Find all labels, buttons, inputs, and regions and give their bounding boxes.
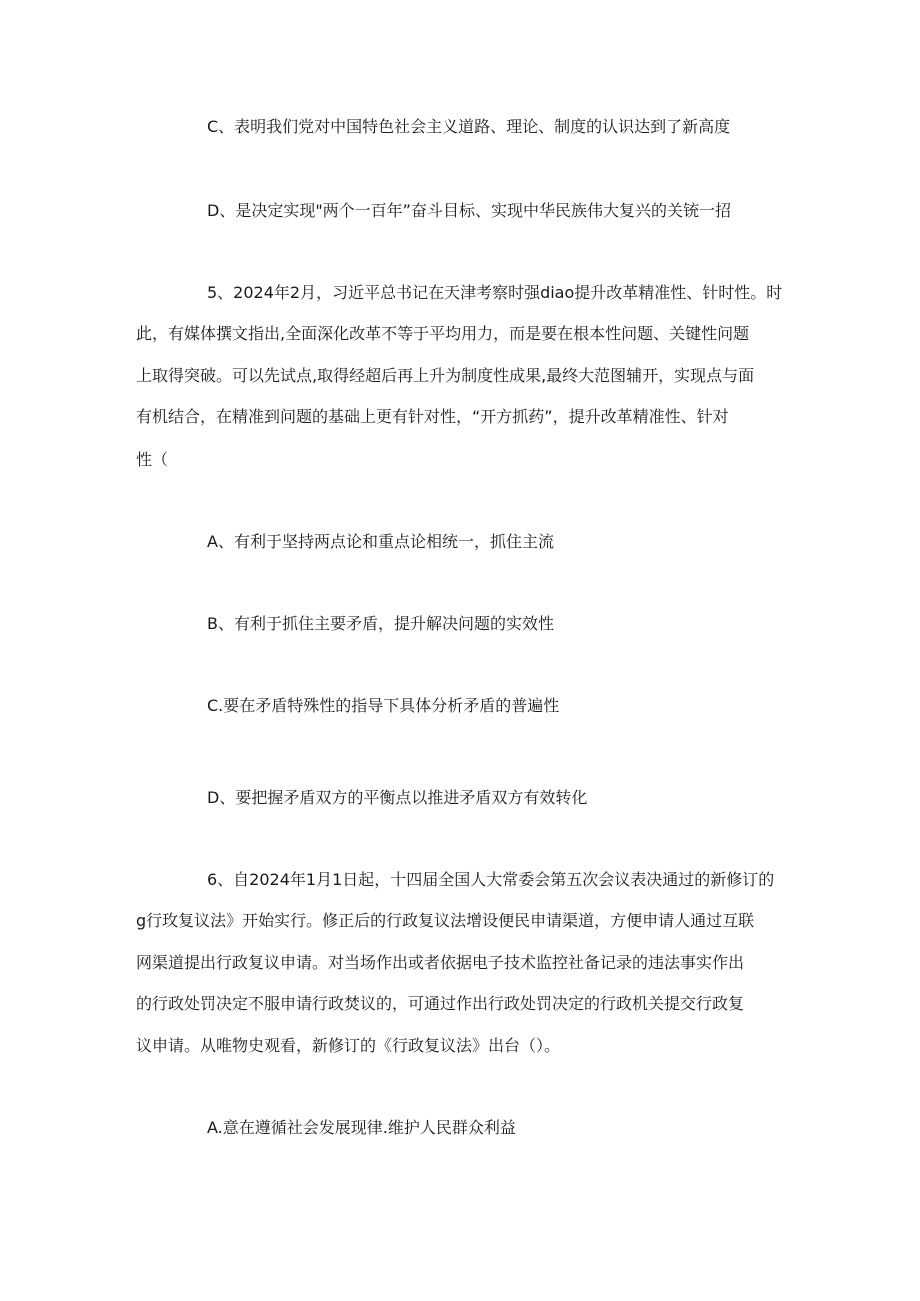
q5-option-b: B、有利于抓住主要矛盾，提升解决问题的实效性 — [207, 614, 554, 633]
q5-stem-line-3: 上取得突破。可以先试点,取得经超后再上升为制度性成果,最终大范图辅开，实现点与面 — [136, 366, 755, 385]
q6-option-a: A.意在遵循社会发展现律.维护人民群众利益 — [207, 1118, 516, 1137]
q6-stem-line-5: 议申请。从唯物史观看，新修订的《行政复议法》出台（）。 — [136, 1036, 561, 1055]
q5-option-c: C.要在矛盾特殊性的指导下具体分析矛盾的普遍性 — [207, 696, 560, 715]
q6-stem-line-2: g行玫复议法》开始实行。修正后的行政复议法增设便民申请渠道，方便申请人通过互联 — [136, 911, 755, 930]
q5-option-a: A、有利于坚持两点论和重点论相统一，抓住主流 — [207, 532, 554, 551]
q5-stem-line-2: 此，有媒体撰文指出,全面深化改革不等于平均用力，而是要在根本性问题、关键性问题 — [136, 324, 750, 343]
q6-stem-line-1: 6、自2024年1月1日起，十四届全国人大常委会第五次会议表决通过的新修订的 — [207, 870, 775, 889]
q4-option-d: D、是决定实现"两个一百年”奋斗目标、实现中华民族伟大复兴的关铳一招 — [207, 201, 731, 220]
q5-stem-line-4: 有机结合，在精准到问题的基础上更有针对性，“开方抓药”，提升改革精准性、针对 — [136, 407, 729, 426]
q5-option-d: D、要把握矛盾双方的平衡点以推进矛盾双方有效转化 — [207, 788, 588, 807]
q5-stem-line-5: 性（ — [136, 450, 169, 469]
q6-stem-line-3: 网渠道提出行政复议申请。对当场作出或者依据电子技术监控社备记录的违法事实作出 — [136, 953, 745, 972]
q6-stem-line-4: 的行政处罚决定不服申请行政焚议的，可通过作出行政处罚决定的行政机关提交行政复 — [136, 994, 745, 1013]
q5-stem-line-1: 5、2024年2月，习近平总书记在天津考察时强diao提升改革精准性、针时性。时 — [207, 283, 783, 302]
q4-option-c: C、表明我们党对中国特色社会主义道路、理论、制度的认识达到了新高度 — [207, 117, 731, 136]
